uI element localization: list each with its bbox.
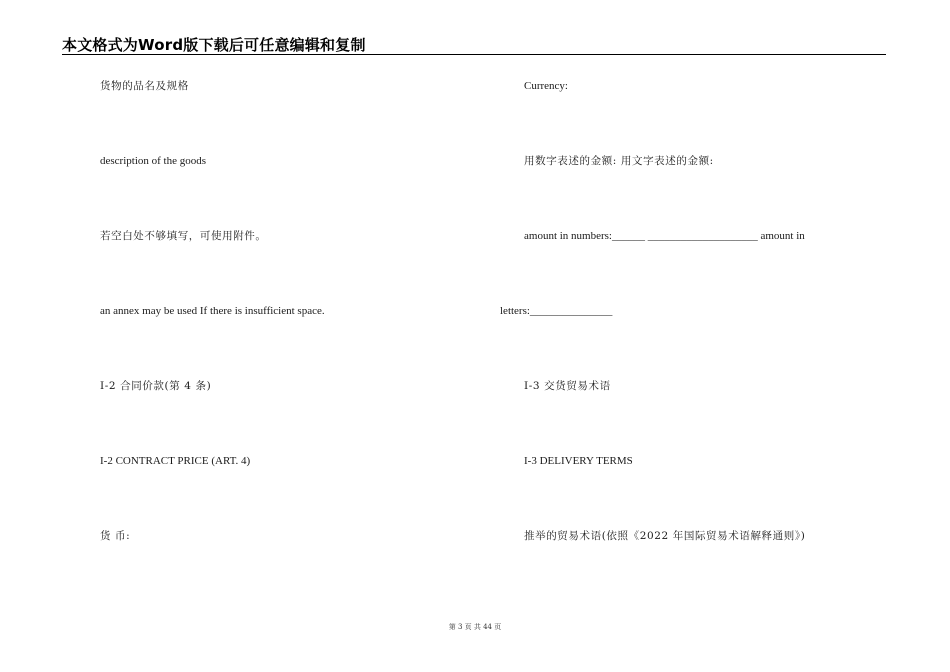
header-title: 本文格式为Word版下载后可任意编辑和复制 [62,36,366,54]
left-line-contract-price: I-2 CONTRACT PRICE (ART. 4) [100,455,251,467]
right-line-amount-letters: letters:_______________ [500,305,613,317]
left-line-currency-cn: 货 币: [100,530,131,542]
right-line-amount-cn: 用数字表述的金额: 用文字表述的金额: [524,155,714,167]
left-line-goods-description: description of the goods [100,155,207,167]
right-line-delivery-terms-cn: I-3 交货贸易术语 [524,380,611,392]
page-footer: 第 3 页 共 44 页 [448,623,502,631]
right-line-trade-terms-cn: 推举的贸易术语(依照《2022 年国际贸易术语解释通则》) [524,530,806,542]
left-line-annex-note: an annex may be used If there is insufficient space. [100,305,325,317]
left-line-annex-note-cn: 若空白处不够填写，可使用附件。 [100,230,267,242]
right-line-delivery-terms: I-3 DELIVERY TERMS [524,455,633,467]
left-line-contract-price-cn: I-2 合同价款(第 4 条) [100,380,212,392]
right-line-currency: Currency: [524,80,568,92]
right-line-amount-numbers: amount in numbers:______ ____________________ amount in [524,230,805,242]
header-rule [62,54,886,55]
left-line-goods-name-cn: 货物的品名及规格 [100,80,189,92]
